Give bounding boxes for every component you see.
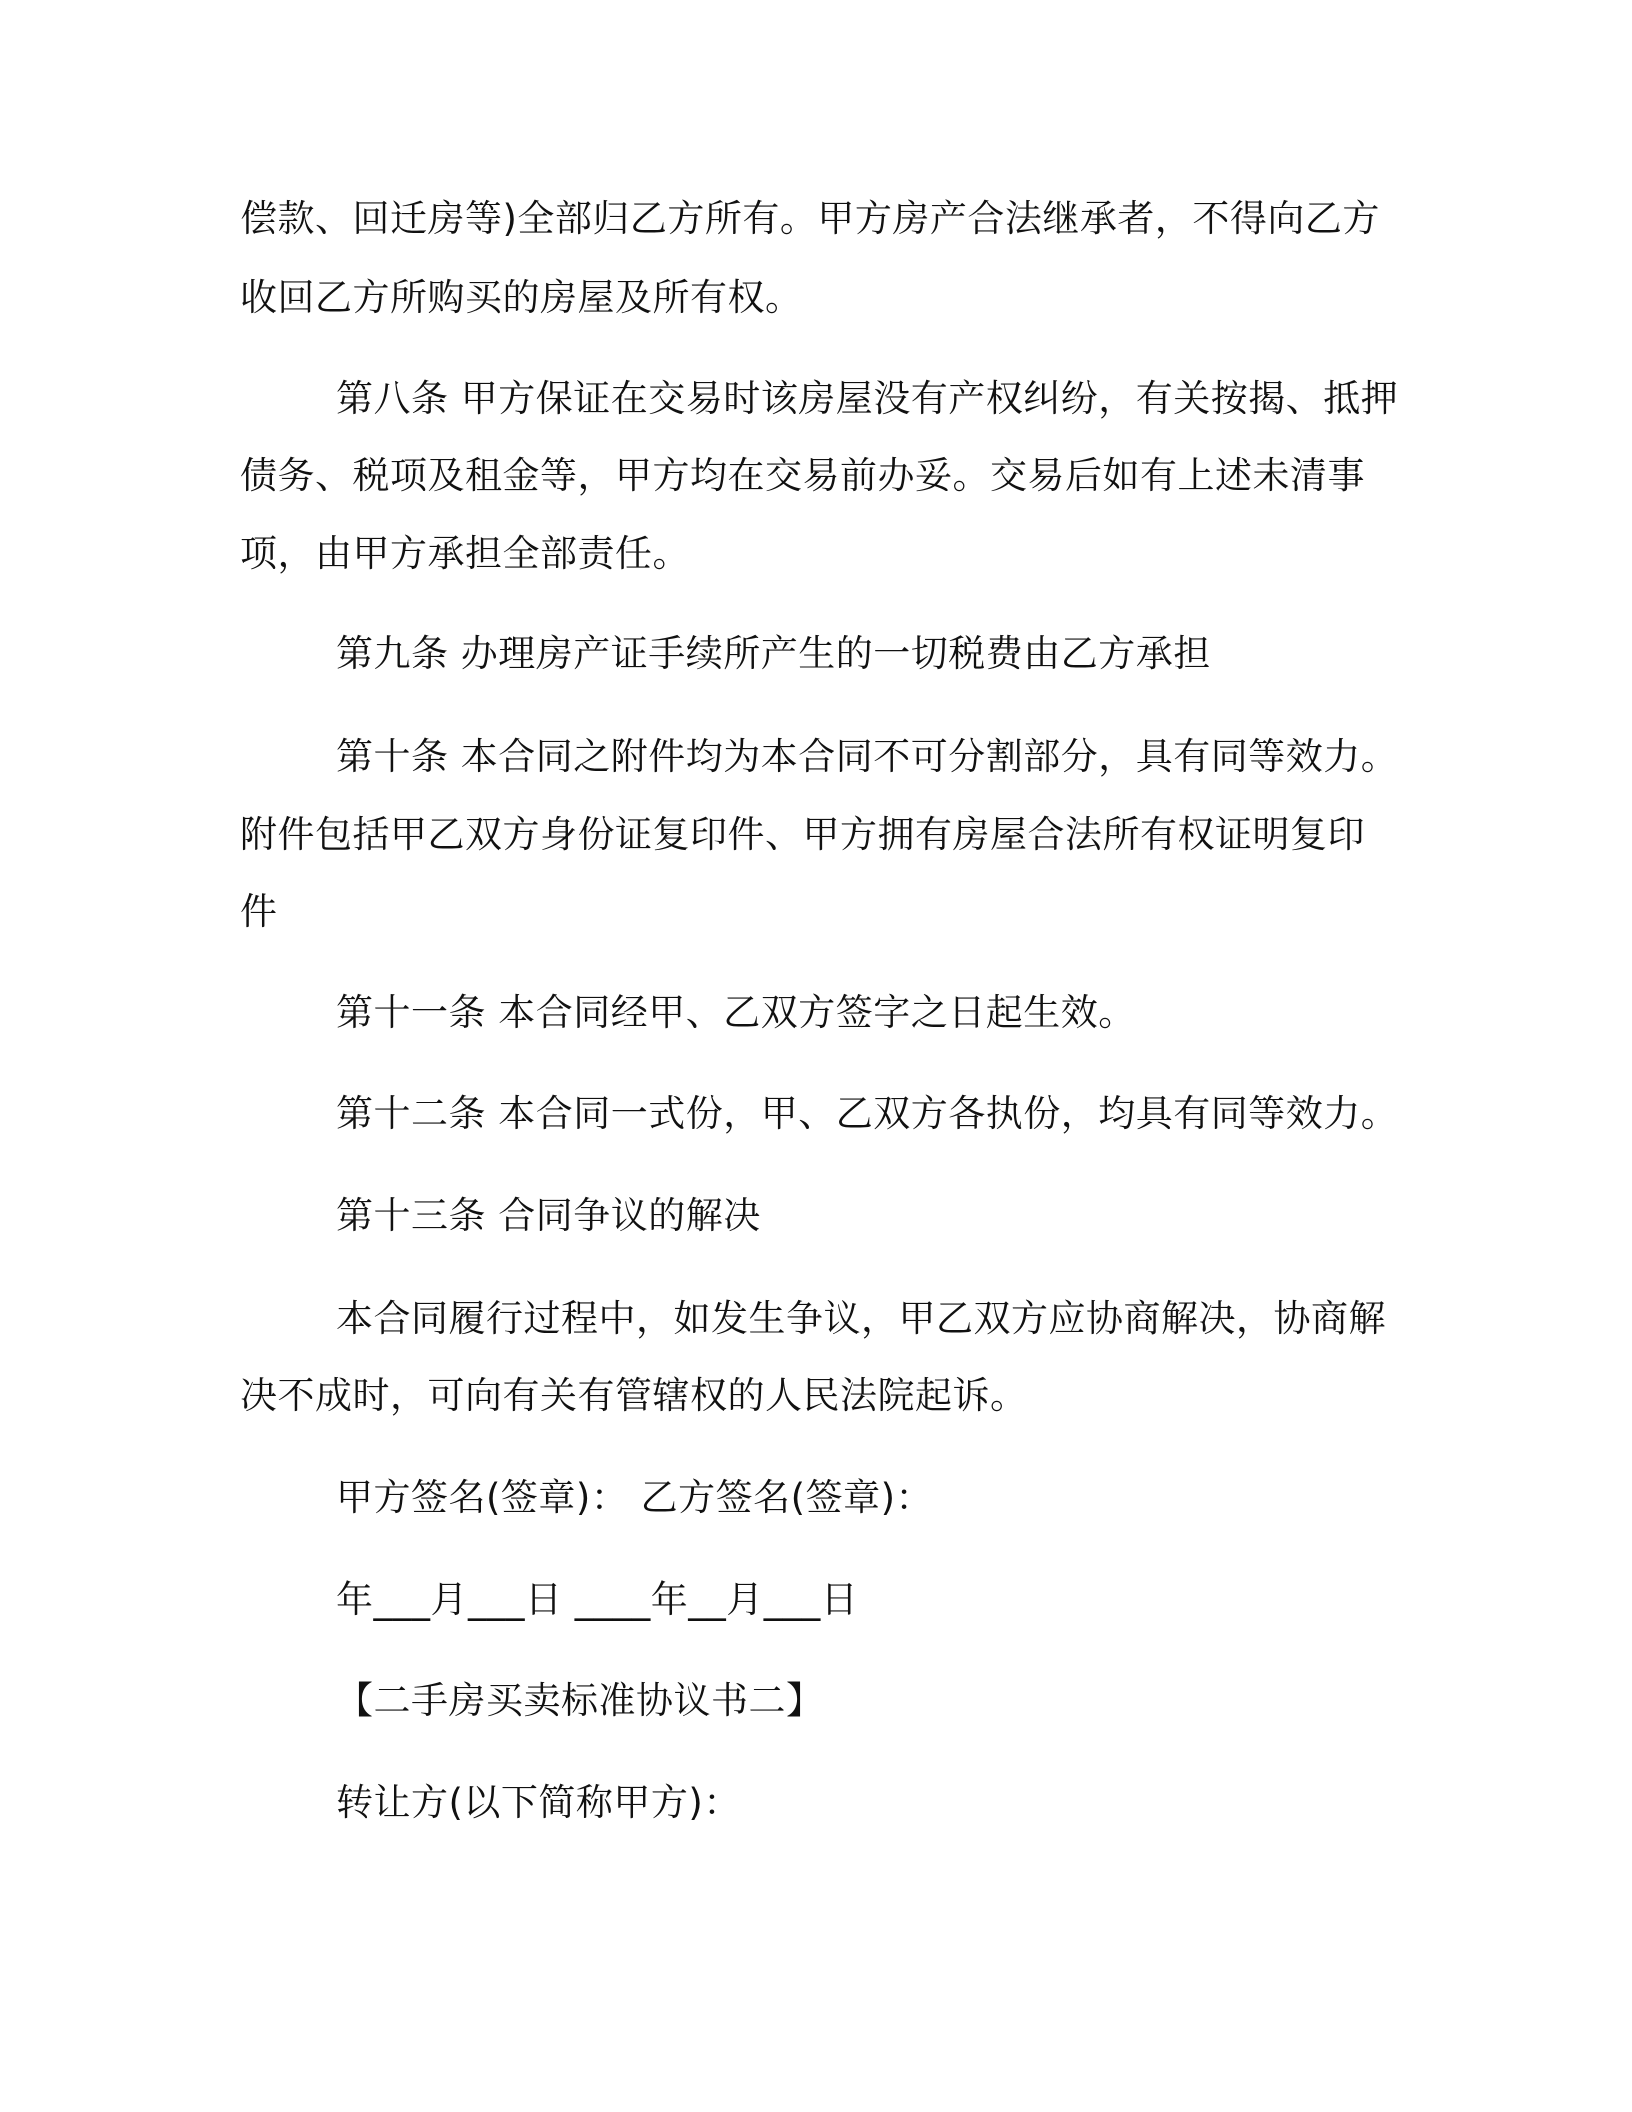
agreement-two-heading: 【二手房买卖标准协议书二】: [336, 1679, 824, 1722]
article-10-line-1: 第十条 本合同之附件均为本合同不可分割部分，具有同等效力。: [336, 735, 1399, 778]
article-8-line-1: 第八条 甲方保证在交易时该房屋没有产权纠纷，有关按揭、抵押: [336, 377, 1399, 420]
article-8-line-3: 项，由甲方承担全部责任。: [240, 532, 690, 575]
article-9: 第九条 办理房产证手续所产生的一切税费由乙方承担: [336, 632, 1211, 675]
text-line-2: 收回乙方所购买的房屋及所有权。: [240, 276, 803, 319]
article-11: 第十一条 本合同经甲、乙双方签字之日起生效。: [336, 991, 1136, 1034]
dispute-resolution-line-2: 决不成时，可向有关有管辖权的人民法院起诉。: [240, 1374, 1028, 1417]
signature-line: 甲方签名(签章)： 乙方签名(签章)：: [336, 1476, 934, 1519]
article-8-line-2: 债务、税项及租金等，甲方均在交易前办妥。交易后如有上述未清事: [240, 454, 1365, 497]
date-line: 年___月___日 ____年__月___日: [336, 1578, 859, 1621]
transferor-label: 转让方(以下简称甲方)：: [336, 1781, 741, 1824]
article-10-line-2: 附件包括甲乙双方身份证复印件、甲方拥有房屋合法所有权证明复印: [240, 813, 1365, 856]
dispute-resolution-line-1: 本合同履行过程中，如发生争议，甲乙双方应协商解决，协商解: [336, 1297, 1386, 1340]
text-line-1: 偿款、回迁房等)全部归乙方所有。甲方房产合法继承者，不得向乙方: [240, 197, 1380, 240]
article-10-line-3: 件: [240, 890, 278, 933]
article-12: 第十二条 本合同一式份，甲、乙双方各执份，均具有同等效力。: [336, 1092, 1399, 1135]
article-13-heading: 第十三条 合同争议的解决: [336, 1194, 761, 1237]
